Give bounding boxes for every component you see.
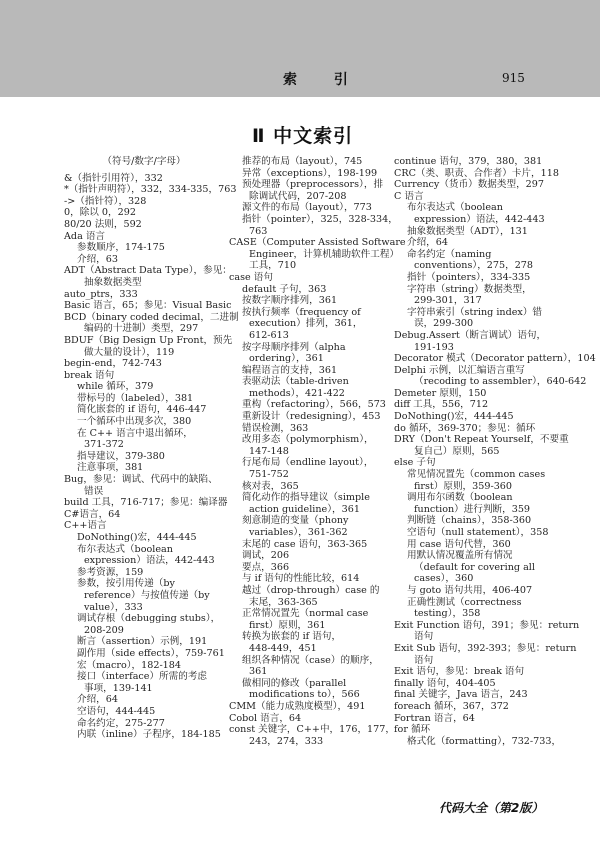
index-entry: 751-752 [249, 469, 289, 481]
index-entry: 组织各种情况（case）的顺序， [242, 654, 379, 666]
index-entry: 布尔表达式（boolean [77, 543, 173, 555]
index-entry: Exit 语句，参见：break 语句 [394, 666, 525, 678]
index-entry: 错误 [84, 485, 104, 497]
index-entry: 越过（drop-through）case 的 [242, 584, 380, 596]
index-entry: 接口（interface）所需的考虑 [77, 671, 208, 683]
index-entry: methods），421-422 [249, 387, 345, 399]
index-entry: 用 case 语句代替，360 [407, 538, 511, 550]
index-entry: 介绍，64 [407, 237, 448, 249]
index-entry: 要点，366 [242, 561, 290, 573]
index-entry: 错误检测，363 [242, 422, 309, 434]
index-column-2 [229, 156, 406, 747]
index-entry: 299-301，317 [414, 295, 482, 307]
index-entry: （default for covering all [414, 561, 535, 573]
index-entry: Demeter 原则，150 [394, 387, 487, 399]
index-entry: 147-148 [249, 445, 289, 457]
index-entry: modifications to），566 [249, 689, 360, 701]
index-entry: 按执行频率（frequency of [242, 306, 361, 318]
page-header [0, 0, 600, 97]
book-title-footer: 代码大全（第2版） [439, 801, 544, 815]
index-entry: 语句 [414, 631, 434, 643]
index-entry: Decorator 模式（Decorator pattern），104 [394, 353, 596, 365]
index-entry: Engineer，计算机辅助软件工程） [249, 248, 400, 260]
index-entry: 命名约定，275-277 [77, 717, 165, 729]
index-entry: 参数，按引用传递（by [77, 578, 175, 590]
index-entry: 空语句（null statement），358 [407, 527, 549, 538]
index-entry: 用默认情况覆盖所有情况 [407, 550, 513, 562]
index-entry: 208-209 [84, 624, 124, 636]
index-entry: Debug.Assert（断言调试）语句， [394, 329, 547, 341]
index-entry: 末尾，363-365 [249, 596, 318, 608]
index-entry: 指导建议，379-380 [77, 450, 165, 462]
index-entry: Currency（货币）数据类型，297 [394, 179, 544, 191]
index-entry: 行尾布局（endline layout）， [242, 457, 374, 469]
index-entry: 除调试代码，207-208 [249, 190, 347, 202]
index-entry: while 循环，379 [77, 381, 154, 393]
index-column-1 [64, 156, 239, 741]
index-entry: 简化动作的指导建议（simple [242, 492, 370, 504]
index-entry: Cobol 语言，64 [229, 712, 302, 724]
index-entry: default 子句，363 [242, 283, 327, 295]
index-entry: 简化嵌套的 if 语句，446-447 [77, 404, 207, 416]
index-entry: const 关键字，C++中，176，177， [229, 724, 395, 736]
index-entry: 612-613 [249, 329, 289, 341]
index-entry: 布尔表达式（boolean [407, 202, 503, 214]
index-entry: 361 [249, 666, 268, 678]
index-entry: reference）与按值传递（by [84, 589, 210, 601]
index-entry: 复自己）原则，565 [414, 445, 500, 457]
index-entry: 空语句，444-445 [77, 705, 156, 717]
index-entry: action guideline），361 [249, 503, 360, 515]
index-entry: 编码的十进制）类型，297 [84, 323, 199, 335]
index-subheading: （符号/数字/字母） [102, 156, 186, 167]
index-entry: 判断链（chains），358-360 [407, 515, 532, 527]
index-entry: BCD（binary coded decimal，二进制 [64, 311, 239, 323]
index-entry: first）原则，359-360 [414, 480, 513, 492]
index-entry: &（指针引用符），332 [64, 172, 163, 184]
index-entry: DRY（Don't Repeat Yourself，不要重 [394, 434, 569, 446]
index-entry: 编程语言的支持，361 [242, 364, 338, 376]
index-entry: 调用布尔函数（boolean [407, 492, 513, 504]
index-entry: case 语句 [229, 271, 273, 283]
index-entry: CASE（Computer Assisted Software [229, 237, 406, 249]
index-entry: （recoding to assembler），640-642 [414, 376, 587, 388]
index-entry: 介绍，64 [77, 694, 118, 706]
index-entry: cases），360 [414, 573, 474, 585]
index-entry: 在 C++ 语言中退出循环， [77, 427, 193, 439]
index-entry: 末尾的 case 语句，363-365 [242, 538, 368, 550]
index-entry: for 循环 [394, 724, 431, 736]
index-entry: 事项，139-141 [84, 682, 153, 694]
index-entry: 按字母顺序排列（alpha [242, 341, 346, 353]
index-entry: Fortran 语言，64 [394, 712, 475, 724]
index-entry: 与 if 语句的性能比较，614 [242, 573, 360, 585]
index-entry: 转换为嵌套的 if 语句， [242, 631, 342, 643]
index-entry: final 关键字，Java 语言，243 [394, 689, 528, 701]
index-entry: 断言（assertion）示例，191 [77, 636, 208, 648]
index-entry: 正常情况置先（normal case [242, 608, 369, 620]
index-entry: 格式化（formatting），732-733， [407, 735, 562, 747]
index-entry: 宏（macro），182-184 [77, 659, 181, 671]
index-entry: 763 [249, 225, 268, 237]
index-entry: 语句 [414, 654, 434, 666]
index-entry: value），333 [84, 601, 143, 613]
index-entry: 参考资源，159 [77, 566, 144, 578]
index-entry: 调试，206 [242, 550, 290, 562]
index-entry: 异常（exceptions），198-199 [242, 167, 378, 179]
index-entry: 正确性测试（correctness [407, 596, 522, 608]
index-entry: 源文件的布局（layout），773 [242, 202, 372, 214]
index-entry: 371-372 [84, 439, 124, 451]
index-entry: 一个循环中出现多次，380 [77, 416, 192, 428]
index-entry: finally 语句，404-405 [394, 677, 496, 689]
index-entry: 做大量的设计），119 [84, 346, 175, 358]
index-entry: continue 语句，379，380，381 [394, 156, 543, 167]
header-title: 索 引 [283, 72, 364, 88]
index-entry: do 循环，369-370；参见：循环 [394, 422, 536, 434]
index-entry: 243，274，333 [249, 735, 324, 747]
index-entry: auto_ptrs，333 [64, 288, 138, 300]
index-entry: C#语言，64 [64, 508, 121, 520]
index-entry: 命名约定（naming [407, 248, 492, 260]
index-entry: 重新设计（redesigning），453 [242, 411, 381, 423]
index-entry: 表驱动法（table-driven [242, 376, 349, 388]
index-entry: 与 goto 语句共用，406-407 [407, 584, 533, 596]
index-entry: CRC（类、职责、合作者）卡片，118 [394, 167, 559, 179]
index-entry: first）原则，361 [249, 619, 326, 631]
index-entry: 注意事项，381 [77, 462, 144, 474]
index-entry: 参数顺序，174-175 [77, 242, 165, 254]
index-entry: execution）排列，361， [249, 318, 363, 330]
index-entry: 做相同的修改（parallel [242, 677, 347, 689]
index-entry: DoNothing()宏，444-445 [77, 532, 197, 543]
index-entry: 内联（inline）子程序，184-185 [77, 729, 221, 741]
index-entry: else 子句 [394, 457, 436, 469]
index-entry: build 工具，716-717；参见：编译器 [64, 497, 228, 509]
index-entry: ->（指针符），328 [64, 195, 147, 207]
index-entry: 带标号的（labeled），381 [77, 392, 194, 404]
index-entry: variables），361-362 [249, 527, 348, 538]
index-entry: BDUF（Big Design Up Front，预先 [64, 334, 233, 346]
index-entry: 字符串索引（string index）错 [407, 306, 543, 318]
index-entry: 按数字顺序排列，361 [242, 295, 338, 307]
index-entry: Bug，参见：调试、代码中的缺陷、 [64, 474, 218, 486]
index-entry: 重构（refactoring），566，573 [242, 399, 386, 411]
index-entry: 改用多态（polymorphism）， [242, 434, 374, 446]
index-entry: ADT（Abstract Data Type），参见： [64, 265, 232, 277]
index-entry: 刻意制造的变量（phony [242, 515, 349, 527]
index-entry: testing），358 [414, 608, 481, 620]
index-entry: 常见情况置先（common cases [407, 469, 546, 481]
index-entry: 448-449，451 [249, 642, 317, 654]
page-number: 915 [502, 71, 525, 85]
index-entry: *（指针声明符），332，334-335，763 [64, 184, 237, 196]
index-entry: 字符串（string）数据类型， [407, 283, 532, 295]
index-entry: 抽象数据类型（ADT），131 [407, 225, 528, 237]
index-entry: 预处理器（preprocessors），排 [242, 179, 384, 191]
index-entry: 副作用（side effects），759-761 [77, 647, 225, 659]
index-entry: Exit Sub 语句，392-393；参见：return [394, 642, 577, 654]
index-entry: Ada 语言 [64, 230, 106, 242]
index-entry: 指针（pointers），334-335 [407, 271, 531, 283]
index-entry: expression）语法，442-443 [84, 555, 215, 567]
index-entry: function）进行判断，359 [414, 503, 531, 515]
index-entry: 推荐的布局（layout），745 [242, 156, 363, 167]
index-entry: 80/20 法则，592 [64, 218, 142, 230]
index-entry: Delphi 示例，以汇编语言重写 [394, 364, 525, 376]
index-entry: foreach 循环，367，372 [394, 700, 509, 712]
index-entry: 核对表，365 [242, 480, 299, 492]
index-entry: 误，299-300 [414, 318, 474, 330]
index-entry: 0，除以 0，292 [64, 207, 136, 219]
index-entry: Exit Function 语句，391；参见：return [394, 619, 580, 631]
section-title: Ⅱ 中文索引 [252, 125, 354, 147]
index-entry: 工具，710 [249, 260, 297, 272]
index-entry: C++语言 [64, 520, 107, 532]
index-entry: ordering），361 [249, 353, 324, 365]
index-column-3 [394, 156, 596, 747]
index-entry: CMM（能力成熟度模型），491 [229, 700, 366, 712]
index-entry: conventions），275，278 [414, 260, 534, 272]
index-entry: DoNothing()宏，444-445 [394, 411, 514, 423]
index-entry: expression）语法，442-443 [414, 213, 545, 225]
index-entry: 191-193 [414, 341, 454, 353]
index-entry: 介绍，63 [77, 253, 118, 265]
index-entry: 抽象数据类型 [84, 276, 142, 288]
index-entry: diff 工具，556，712 [394, 399, 489, 411]
index-entry: 调试存根（debugging stubs）， [77, 613, 221, 625]
index-entry: C 语言 [394, 190, 424, 202]
index-entry: break 语句 [64, 369, 115, 381]
index-entry: Basic 语言，65；参见：Visual Basic [64, 300, 232, 312]
index-entry: begin-end，742-743 [64, 358, 162, 370]
index-entry: 指针（pointer），325，328-334， [242, 213, 398, 225]
